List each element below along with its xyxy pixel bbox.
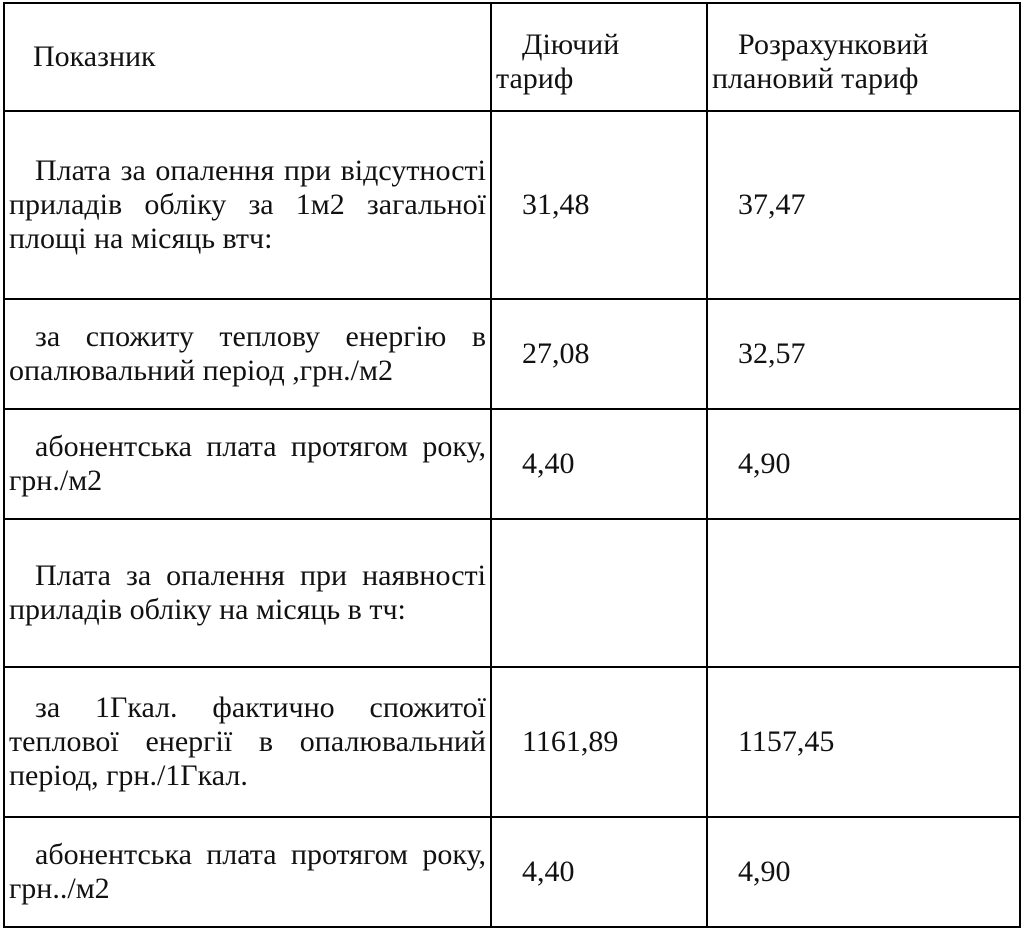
table-row [4,409,1020,519]
row-planned-value: 1157,45 [707,667,1020,817]
header-indicator [4,3,491,111]
row-indicator-text: Плата за опалення при наявності приладів обліку на місяць в тч: [9,559,486,626]
header-current-tariff-line1: Діючий [522,28,620,61]
row-current-value [491,519,707,667]
table-row [4,817,1020,927]
tariff-table [3,2,1021,928]
row-indicator-text: за спожиту теплову енергію в опалювальний період ,грн./м2 [9,320,486,387]
row-indicator [4,667,491,817]
row-indicator-text: за 1Гкал. фактично спожитої теплової енергії в опалювальний період, грн./1Гкал. [9,691,486,792]
row-current-value: 31,48 [491,111,707,299]
row-planned-value: 32,57 [707,299,1020,409]
table-row [4,299,1020,409]
row-planned-value [707,519,1020,667]
table-header-row [4,3,1020,111]
row-current-value: 1161,89 [491,667,707,817]
header-indicator-label: Показник [33,40,156,73]
row-indicator [4,817,491,927]
table-row [4,667,1020,817]
row-indicator [4,409,491,519]
header-current-tariff-line2: тариф [496,62,574,95]
row-indicator [4,299,491,409]
row-current-value: 27,08 [491,299,707,409]
header-planned-tariff-line1: Розрахунковий [738,28,929,61]
row-indicator [4,519,491,667]
row-planned-value: 37,47 [707,111,1020,299]
row-current-value: 4,40 [491,409,707,519]
row-planned-value: 4,90 [707,409,1020,519]
row-indicator-text: абонентська плата протягом року, грн../м2 [9,838,486,905]
row-indicator-text: Плата за опалення при відсутності приладів обліку за 1м2 загальної площі на місяць втч: [9,154,486,255]
header-current-tariff [491,3,707,111]
row-indicator [4,111,491,299]
header-planned-tariff [707,3,1020,111]
table-row [4,111,1020,299]
row-indicator-text: абонентська плата протягом року, грн./м2 [9,430,486,497]
row-current-value: 4,40 [491,817,707,927]
row-planned-value: 4,90 [707,817,1020,927]
table-row [4,519,1020,667]
header-planned-tariff-line2: плановий тариф [712,62,919,95]
